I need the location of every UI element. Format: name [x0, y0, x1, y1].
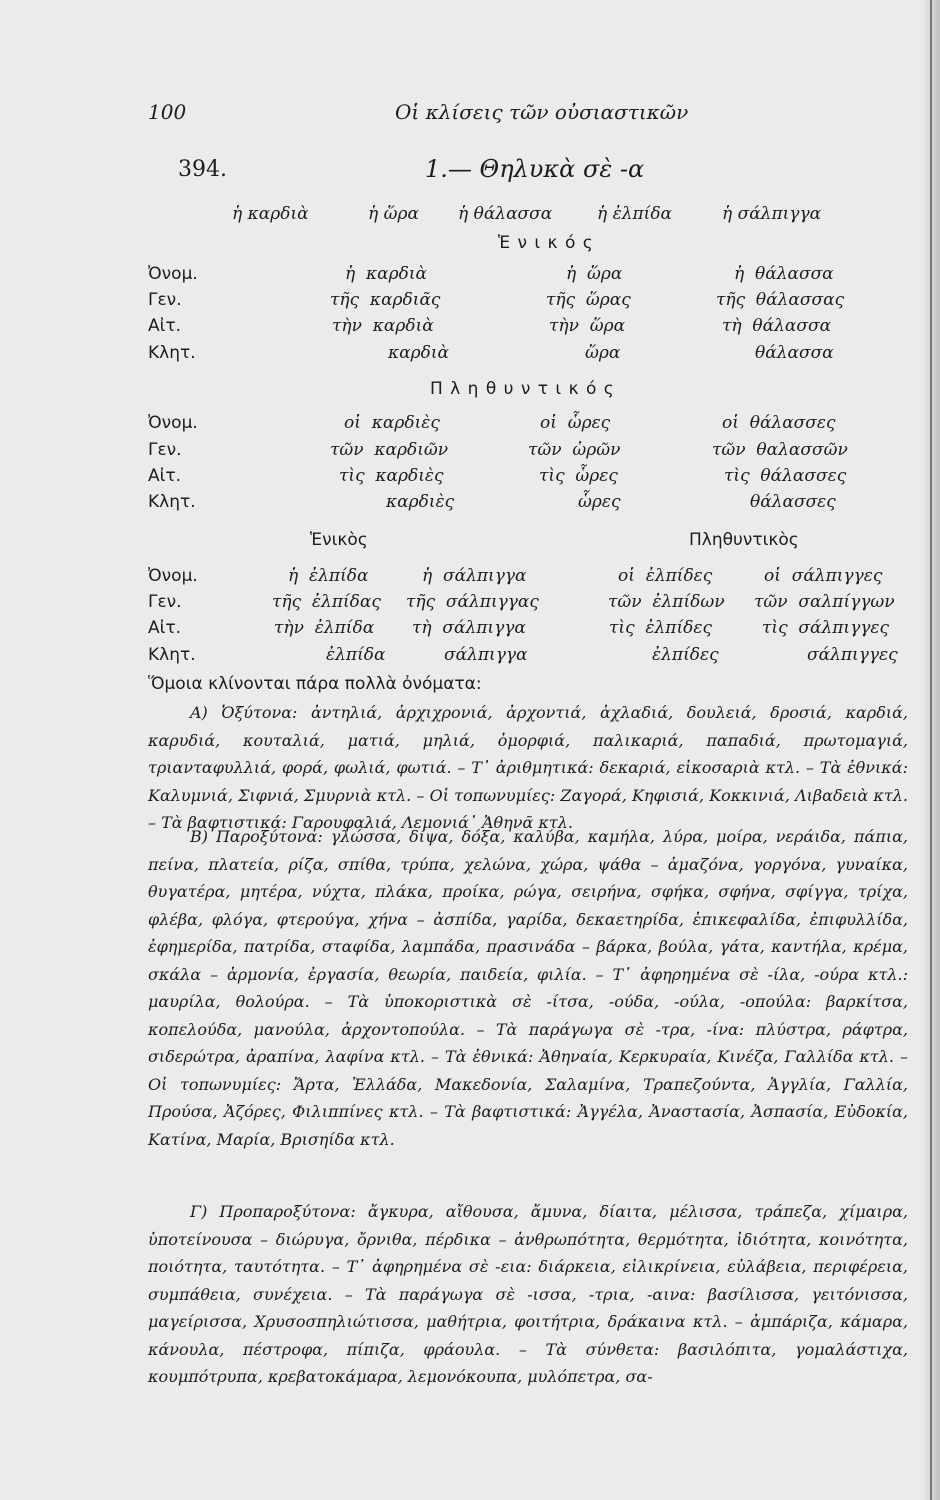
declension-cell: θάλασσα — [755, 343, 834, 363]
plural-heading: Π λ η θ υ ν τ ι κ ό ς — [430, 379, 615, 399]
declension-cell: ἡ καρδιὰ — [345, 264, 427, 284]
declension-cell: τὶς ἐλπίδες — [609, 618, 713, 638]
declension-cell: ὥρα — [585, 343, 621, 363]
example-noun: ἡ ἐλπίδα — [597, 204, 673, 224]
case-label: Γεν. — [148, 440, 182, 460]
declension-cell: καρδιὰ — [388, 343, 450, 363]
example-noun: ἡ ὥρα — [368, 204, 419, 224]
declension-cell: ἐλπίδες — [652, 645, 719, 665]
declension-cell: οἱ θάλασσες — [722, 413, 836, 433]
running-title: Οἱ κλίσεις τῶν οὐσιαστικῶν — [395, 100, 689, 124]
case-label: Κλητ. — [148, 645, 196, 665]
declension-cell: τῶν σαλπίγγων — [754, 592, 895, 612]
declension-cell: ἐλπίδα — [326, 645, 386, 665]
declension-cell: τῆς σάλπιγγας — [406, 592, 539, 612]
declension-cell: ἡ ὥρα — [566, 264, 623, 284]
declension-cell: τὶς καρδιὲς — [339, 466, 444, 486]
declension-cell: οἱ καρδιὲς — [344, 413, 440, 433]
declension-cell: ἡ ἐλπίδα — [288, 566, 369, 586]
declension-cell: οἱ σάλπιγγες — [764, 566, 883, 586]
declension-cell: τῶν ἐλπίδων — [608, 592, 725, 612]
declension-cell: τὴ σάλπιγγα — [412, 618, 526, 638]
declension-cell: τῶν καρδιῶν — [330, 440, 449, 460]
declension-cell: θάλασσες — [750, 492, 836, 512]
case-label: Γεν. — [148, 290, 182, 310]
declension-cell: τῆς καρδιᾶς — [330, 290, 441, 310]
declension-cell: τὶς σάλπιγγες — [762, 618, 890, 638]
declension-cell: τῆς ἐλπίδας — [272, 592, 381, 612]
paragraph-oxytone: Α) Ὀξύτονα: ἀντηλιά, ἀρχιχρονιά, ἀρχοντιά, ἀχλαδιά, δουλειά, δροσιά, καρδιά, καρυδιά, κουταλιά, ματιά, μηλιά, ὀμορφιά, παλικαριά, παπαδιά, πρωτομαγιά, τριανταφυλλιά, φορά, φωλιά, φωτιά. – Τ᾽ ἀριθμητικά: δεκαριά, εἰκοσαριὰ κτλ. – Τὰ ἐθνικά: Καλυμνιά, Σιφνιά, Σμυρνιὰ κτλ. – Οἱ τοπωνυμίες: Ζαγορά, Κηφισιά, Κοκκινιά, Λιβαδειὰ κτλ. – Τὰ βαφτιστικά: Γαρουφαλιά, Λεμονιά᾽ Ἀθηνᾶ κτλ. — [148, 703, 908, 832]
page-edge-line — [930, 0, 932, 1500]
declension-cell: ἡ θάλασσα — [734, 264, 834, 284]
declension-cell: ἡ σάλπιγγα — [422, 566, 527, 586]
example-noun: ἡ σάλπιγγα — [722, 204, 822, 224]
declension-cell: τῆς ὥρας — [546, 290, 631, 310]
paragraph-paroxytone: Β) Παροξύτονα: γλώσσα, δίψα, δόξα, καλύβα, καμήλα, λύρα, μοίρα, νεράιδα, πάπια, πείνα, πλατεία, ρίζα, σπίθα, τρύπα, χελώνα, χώρα, ψάθα – ἀμαζόνα, γοργόνα, γυναίκα, θυγατέρα, μητέρα, νύχτα, πλάκα, προίκα, ρώγα, σειρήνα, σφήκα, σφήνα, σφίγγα, τρίχα, φλέβα, φλόγα, φτερούγα, χήνα – ἀσπίδα, γαρίδα, δεκαετηρίδα, ἐπικεφαλίδα, ἐπιφυλλίδα, ἐφημερίδα, πατρίδα, σταφίδα, λαμπάδα, πρασινάδα – βάρκα, βούλα, γάτα, καντήλα, κρέμα, σκάλα – ἁρμονία, ἐργασία, θεωρία, παιδεία, φιλία. – Τ᾽ ἀφηρημένα σὲ -ίλα, -ούρα κτλ.: μαυρίλα, θολούρα. – Τὰ ὑποκοριστικὰ σὲ -ίτσα, -ούδα, -ούλα, -οπούλα: βαρκίτσα, κοπελούδα, μανούλα, ἀρχοντοπούλα. – Τὰ παράγωγα σὲ -τρα, -ίνα: πλύστρα, ράφτρα, σιδερώτρα, ἀραπίνα, λαφίνα κτλ. – Τὰ ἐθνικά: Ἀθηναία, Κερκυραία, Κινέζα, Γαλλίδα κτλ. – Οἱ τοπωνυμίες: Ἄρτα, Ἑλλάδα, Μακεδονία, Σαλαμίνα, Τραπεζούντα, Ἀγγλία, Γαλλία, Προύσα, Ἀζόρες, Φιλιππίνες κτλ. – Τὰ βαφτιστικά: Ἀγγέλα, Ἀναστασία, Ἀσπασία, Εὐδοκία, Κατίνα, Μαρία, Βρισηίδα κτλ. — [148, 827, 908, 1149]
paragraph-proparoxytone: Γ) Προπαροξύτονα: ἄγκυρα, αἴθουσα, ἄμυνα, δίαιτα, μέλισσα, τράπεζα, χίμαιρα, ὑποτείνουσα – διώρυγα, ὄρνιθα, πέρδικα – ἀνθρωπότητα, θερμότητα, ἰδιότητα, κοινότητα, ποιότητα, ταυτότητα. – Τ᾽ ἀφηρημένα σὲ -εια: διάρκεια, εἰλικρίνεια, εὐλάβεια, περιφέρεια, συμπάθεια, συνέχεια. – Τὰ παράγωγα σὲ -ισσα, -τρια, -αινα: βασίλισσα, γειτόνισσα, μαγείρισσα, Χρυσοσπηλιώτισσα, μαθήτρια, φοιτήτρια, δράκαινα κτλ. – ἀμπάριζα, κάμαρα, κάνουλα, πέστροφα, πίπιζα, φράουλα. – Τὰ σύνθετα: βασιλόπιτα, γομαλάστιχα, κουμπότρυπα, κρεβατοκάμαρα, λεμονόκουπα, μυλόπετρα, σα- — [148, 1202, 908, 1386]
declension-cell: τὶς θάλασσες — [724, 466, 847, 486]
case-label: Ὀνομ. — [148, 413, 198, 433]
declension-cell: σάλπιγγες — [807, 645, 898, 665]
declension-cell: οἱ ἐλπίδες — [618, 566, 713, 586]
declension-cell: σάλπιγγα — [444, 645, 528, 665]
case-label: Ὀνομ. — [148, 566, 198, 586]
declension-cell: τῶν θαλασσῶν — [712, 440, 848, 460]
case-label: Αἰτ. — [148, 316, 182, 336]
declension-cell: τὴν ὥρα — [549, 316, 626, 336]
page-number: 100 — [148, 100, 187, 124]
example-noun: ἡ καρδιὰ — [232, 204, 309, 224]
declension-cell: ὧρες — [578, 492, 621, 512]
intro-sentence: Ὅμοια κλίνονται πάρα πολλὰ ὀνόματα: — [148, 674, 482, 694]
declension-cell: τῆς θάλασσας — [716, 290, 845, 310]
declension-cell: τὴ θάλασσα — [722, 316, 832, 336]
declension-cell: τὴν ἐλπίδα — [274, 618, 375, 638]
case-label: Κλητ. — [148, 492, 196, 512]
example-noun: ἡ θάλασσα — [458, 204, 553, 224]
case-label: Αἰτ. — [148, 618, 182, 638]
declension-cell: τὶς ὧρες — [539, 466, 618, 486]
case-label: Ὀνομ. — [148, 264, 198, 284]
case-label: Αἰτ. — [148, 466, 182, 486]
plural-heading: Πληθυντικὸς — [689, 530, 799, 550]
section-title: 1.— Θηλυκὰ σὲ -α — [425, 155, 645, 183]
singular-heading: Ἑ ν ι κ ό ς — [498, 233, 594, 253]
declension-cell: τῶν ὡρῶν — [528, 440, 621, 460]
declension-cell: τὴν καρδιὰ — [332, 316, 434, 336]
declension-cell: οἱ ὧρες — [540, 413, 611, 433]
section-number: 394. — [178, 157, 227, 182]
declension-cell: καρδιὲς — [386, 492, 455, 512]
singular-heading: Ἑνικὸς — [310, 530, 368, 550]
case-label: Κλητ. — [148, 343, 196, 363]
case-label: Γεν. — [148, 592, 182, 612]
